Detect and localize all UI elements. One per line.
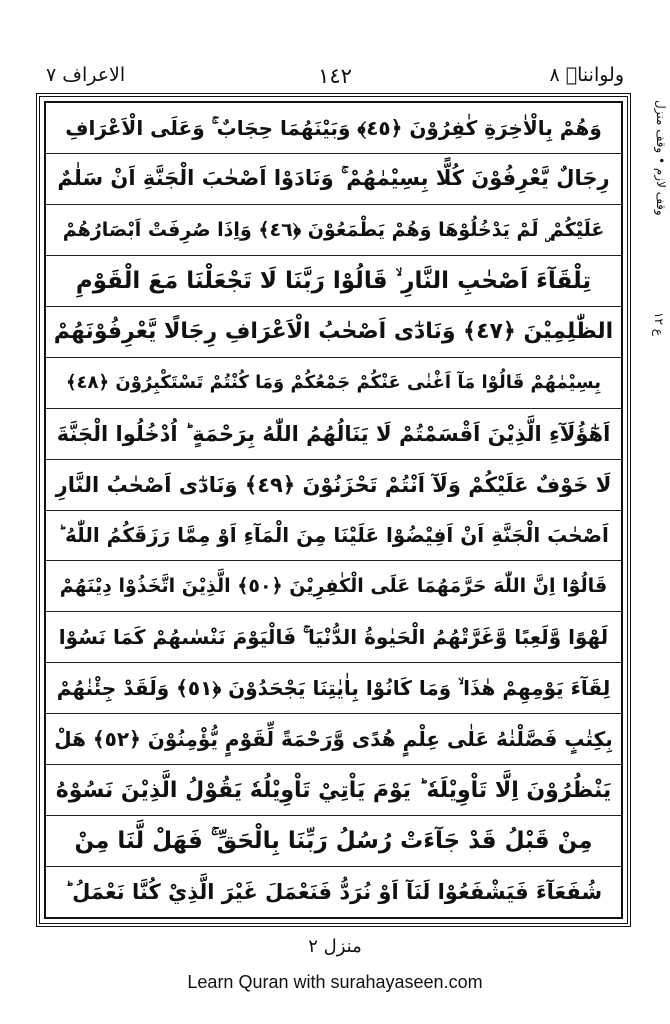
verse-line: اَصْحٰبَ الْجَنَّةِ اَنْ اَفِيْضُوْا عَلَيْنَا مِنَ الْمَآءِ اَوْ مِمَّا رَزَقَكُمُ اللّٰهُ ؕ xyxy=(46,511,621,562)
verse-line: يَنْظُرُوْنَ اِلَّا تَاْوِيْلَهٗ ؕ يَوْمَ يَاْتِيْ تَاْوِيْلُهٗ يَقُوْلُ الَّذِيْنَ نَسُوْهُ xyxy=(46,765,621,816)
verse-line: لِقَآءَ يَوْمِهِمْ هٰذَا ۙ وَمَا كَانُوْا بِاٰيٰتِنَا يَجْحَدُوْنَ ﴿٥١﴾ وَلَقَدْ جِئْنٰهُمْ xyxy=(46,663,621,714)
para-name-header: ولوانناٛ ٨ xyxy=(549,64,624,86)
surah-name-header: الاعراف ٧ xyxy=(46,64,126,86)
verse-line: لَهْوًا وَّلَعِبًا وَّغَرَّتْهُمُ الْحَيٰوةُ الدُّنْيَا ۚ فَالْيَوْمَ نَنْسٰىهُمْ كَمَا نَسُوْا xyxy=(46,612,621,663)
verse-line: بِكِتٰبٍ فَصَّلْنٰهُ عَلٰى عِلْمٍ هُدًى وَّرَحْمَةً لِّقَوْمٍ يُّؤْمِنُوْنَ ﴿٥٢﴾ هَلْ xyxy=(46,714,621,765)
page-number: ١٤٢ xyxy=(318,64,352,88)
verse-line: مِنْ قَبْلُ قَدْ جَآءَتْ رُسُلُ رَبِّنَا بِالْحَقِّ ۚ فَهَلْ لَّنَا مِنْ xyxy=(46,816,621,867)
verse-line: اَهٰٓؤُلَآءِ الَّذِيْنَ اَقْسَمْتُمْ لَا يَنَالُهُمُ اللّٰهُ بِرَحْمَةٍ ؕ اُدْخُلُوا الْجَنَّةَ xyxy=(46,409,621,460)
verse-line: لَا خَوْفٌ عَلَيْكُمْ وَلَآ اَنْتُمْ تَحْزَنُوْنَ ﴿٤٩﴾ وَنَادٰٓى اَصْحٰبُ النَّارِ xyxy=(46,460,621,511)
verse-line: الظّٰلِمِيْنَ ﴿٤٧﴾ وَنَادٰٓى اَصْحٰبُ الْاَعْرَافِ رِجَالًا يَّعْرِفُوْنَهُمْ xyxy=(46,307,621,358)
verse-line: تِلْقَآءَ اَصْحٰبِ النَّارِ ۙ قَالُوْا رَبَّنَا لَا تَجْعَلْنَا مَعَ الْقَوْمِ xyxy=(46,256,621,307)
verse-line: شُفَعَآءَ فَيَشْفَعُوْا لَنَآ اَوْ نُرَدُّ فَنَعْمَلَ غَيْرَ الَّذِيْ كُنَّا نَعْمَلُ ؕ xyxy=(64,880,603,905)
verse-line: وَهُمْ بِالْاٰخِرَةِ كٰفِرُوْنَ ﴿٤٥﴾ وَبَيْنَهُمَا حِجَابٌ ۚ وَعَلَى الْاَعْرَافِ xyxy=(46,103,621,154)
verse-line: بِسِيْمٰهُمْ قَالُوْا مَآ اَغْنٰى عَنْكُمْ جَمْعُكُمْ وَمَا كُنْتُمْ تَسْتَكْبِرُوْنَ ﴿٤٨﴾ xyxy=(46,358,621,409)
ruku-margin-marker: ع ١٢ xyxy=(652,312,666,336)
verse-line: رِجَالٌ يَّعْرِفُوْنَ كُلًّا بِسِيْمٰهُمْ ۚ وَنَادَوْا اَصْحٰبَ الْجَنَّةِ اَنْ سَلٰمٌ xyxy=(46,154,621,205)
text-frame xyxy=(36,93,631,927)
waqf-margin-note: وقف لازم • وقف منزل xyxy=(654,100,668,216)
text-frame-inner xyxy=(44,101,623,919)
manzil-label: منزل ٢ xyxy=(308,936,362,957)
website-credit: Learn Quran with surahayaseen.com xyxy=(187,972,483,992)
verse-line: عَلَيْكُمْ ۣ لَمْ يَدْخُلُوْهَا وَهُمْ يَطْمَعُوْنَ ﴿٤٦﴾ وَاِذَا صُرِفَتْ اَبْصَارُهُمْ xyxy=(46,205,621,256)
verse-line: قَالُوْٓا اِنَّ اللّٰهَ حَرَّمَهُمَا عَلَى الْكٰفِرِيْنَ ﴿٥٠﴾ الَّذِيْنَ اتَّخَذُوْا دِيْنَهُمْ xyxy=(46,561,621,612)
